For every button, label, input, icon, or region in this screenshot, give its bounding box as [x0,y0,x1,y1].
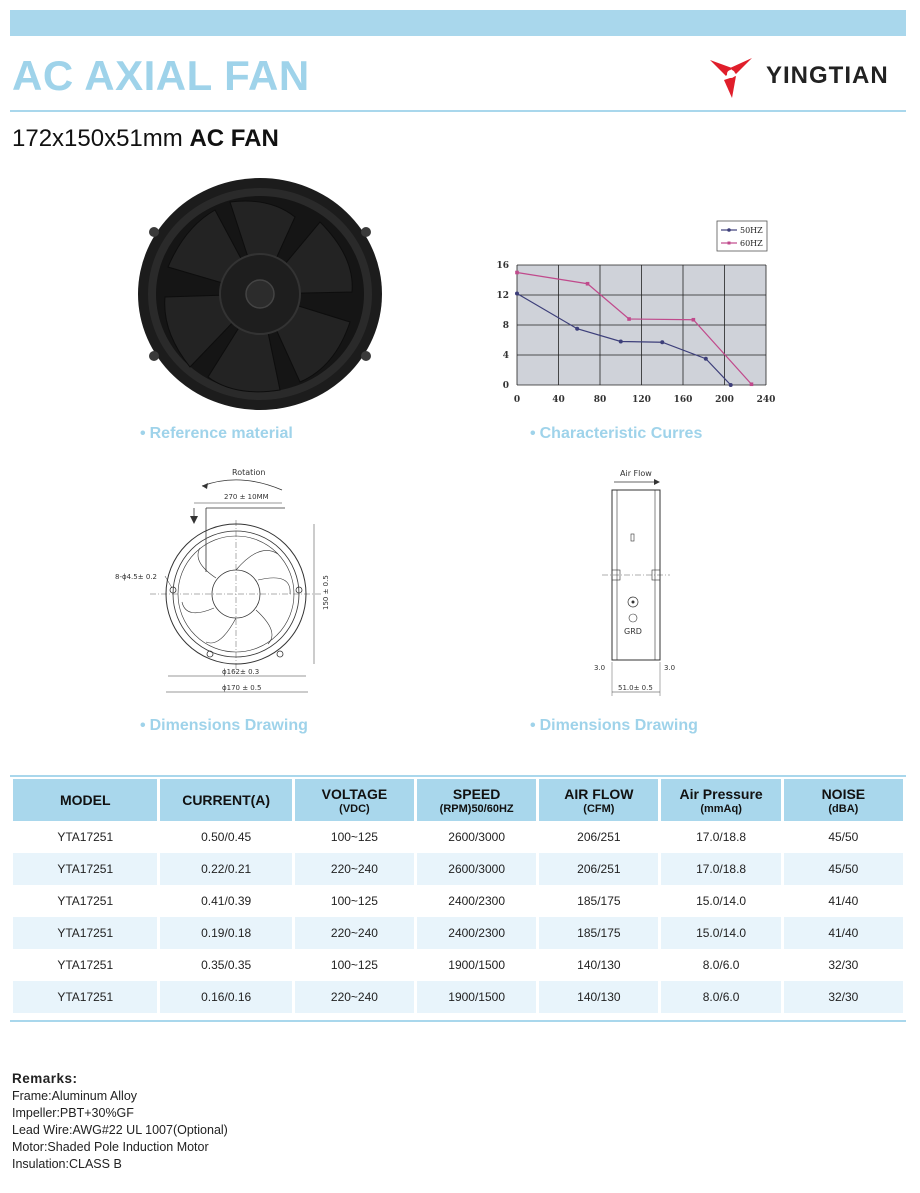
caption-curves: • Characteristic Curres [530,425,703,442]
remark-line: Lead Wire:AWG#22 UL 1007(Optional) [12,1123,228,1137]
table-cell: 0.35/0.35 [201,958,252,972]
y-tick-label: 0 [502,381,509,391]
legend-marker-50hz [727,228,731,232]
lead-length-label: 270 ± 10MM [224,493,269,501]
table-cell: 2600/3000 [448,830,506,844]
table-cell: 0.50/0.45 [201,830,252,844]
data-point-60hz [750,382,754,386]
column-header-label: SPEED [452,785,501,802]
remarks-section [12,1070,228,1173]
table-cell: YTA17251 [57,830,114,844]
column-header [661,779,780,821]
caption-reference-text: Reference material [149,425,293,442]
airflow-arrow-icon [654,479,660,485]
characteristic-curve-chart [485,218,790,418]
airflow-label: Air Flow [620,469,652,478]
legend-label-60hz: 60HZ [740,239,763,248]
remark-line: Insulation:CLASS B [12,1157,122,1171]
x-tick-label: 0 [513,395,521,405]
table-row [13,821,903,853]
table-cell: 0.16/0.16 [160,981,291,1013]
table-cell: 8.0/6.0 [702,958,740,972]
y-tick-label: 12 [496,291,509,301]
table-cell: YTA17251 [13,917,157,949]
table-cell: 220~240 [295,853,414,885]
data-point-60hz [692,318,696,322]
table-cell: 32/30 [784,981,903,1013]
remarks-list [12,1088,228,1173]
rotation-arrow-icon [202,480,282,490]
brand-name: YINGTIAN [766,62,889,89]
rotation-label: Rotation [232,468,266,477]
spec-table [10,779,906,1013]
y-tick-label: 16 [496,261,509,271]
depth-dim-label: 51.0± 0.5 [618,684,653,692]
page-title: AC AXIAL FAN [12,52,310,99]
data-point-50hz [619,340,623,344]
header-divider [10,110,906,112]
right-dim-label: 3.0 [664,664,676,672]
table-cell: 185/175 [577,894,621,908]
table-cell: 1900/1500 [448,958,506,972]
legend-label-50hz: 50HZ [740,226,763,235]
table-row [13,853,903,885]
table-cell: 100~125 [330,830,378,844]
legend-marker-60hz [728,242,731,245]
x-tick-label: 80 [593,395,607,405]
data-point-50hz [660,340,664,344]
table-cell: 220~240 [295,981,414,1013]
caption-reference: • Reference material [140,425,293,442]
remark-line: Impeller:PBT+30%GF [12,1106,134,1120]
brand-logo [706,52,906,100]
grd-label: GRD [624,627,642,636]
top-banner [10,10,906,36]
table-bottom-divider [10,1020,906,1022]
column-header-unit: (VDC) [339,802,370,815]
remarks-title: Remarks: [12,1071,78,1086]
table-cell: 2400/2300 [417,917,536,949]
height-dim-label: 150 ± 0.5 [322,575,330,610]
spec-table-header [13,779,903,821]
y-tick-label: 4 [502,351,509,361]
caption-dim-front-text: Dimensions Drawing [149,717,308,734]
caption-curves-text: Characteristic Curres [539,425,703,442]
column-header-label: Air Pressure [679,785,763,802]
table-cell: 206/251 [577,830,621,844]
table-cell: 15.0/14.0 [661,917,780,949]
table-row [13,981,903,1013]
table-cell: 220~240 [295,917,414,949]
y-tick-label: 8 [502,321,509,331]
yingtian-logo-icon [706,52,756,100]
x-tick-label: 160 [673,395,693,405]
table-cell: 41/40 [828,894,859,908]
table-cell: 0.19/0.18 [160,917,291,949]
column-header-label: VOLTAGE [321,785,388,802]
column-header-unit: (mmAq) [700,802,742,815]
caption-dim-side-text: Dimensions Drawing [539,717,698,734]
table-top-divider [10,775,906,777]
ground-icon [629,614,637,622]
table-cell: 206/251 [539,853,658,885]
column-header [784,779,903,821]
table-cell: 140/130 [577,958,621,972]
data-point-60hz [627,317,631,321]
table-cell: 1900/1500 [417,981,536,1013]
table-cell: 41/40 [784,917,903,949]
column-header-label: NOISE [821,785,866,802]
data-point-60hz [586,282,590,286]
table-cell: 100~125 [330,894,378,908]
table-cell: 0.22/0.21 [160,853,291,885]
table-cell: 100~125 [330,958,378,972]
table-row [13,917,903,949]
data-point-60hz [515,271,519,275]
remark-line: Motor:Shaded Pole Induction Motor [12,1140,209,1154]
column-header-unit: (dBA) [828,802,859,815]
hole-spec-label: 8-ϕ4.5± 0.2 [115,573,157,581]
table-cell: 2400/2300 [448,894,506,908]
side-dimension-drawing [580,462,700,702]
front-dimension-drawing [110,462,350,702]
remark-line: Frame:Aluminum Alloy [12,1089,138,1103]
product-subtitle [12,125,279,153]
subtitle-size: 172x150x51mm [12,125,183,152]
x-tick-label: 200 [715,395,734,405]
chart-legend [717,221,767,251]
column-header-label: AIR FLOW [564,785,634,802]
column-header-label: MODEL [59,792,111,808]
table-cell: 32/30 [828,958,859,972]
fan-photo [130,172,390,417]
left-dim-label: 3.0 [594,664,606,672]
table-row [13,885,903,917]
column-header [539,779,658,821]
table-cell: 2600/3000 [417,853,536,885]
data-point-50hz [575,327,579,331]
spec-table-body [13,821,903,1013]
column-header [295,779,414,821]
x-tick-label: 120 [632,395,651,405]
table-cell: 8.0/6.0 [661,981,780,1013]
table-cell: 17.0/18.8 [661,853,780,885]
subtitle-type: AC FAN [189,125,279,152]
column-header-unit: (RPM)50/60HZ [439,802,514,815]
data-point-50hz [515,292,519,296]
table-cell: 45/50 [828,830,859,844]
diameter-inner-label: ϕ162± 0.3 [222,668,260,676]
table-cell: 140/130 [539,981,658,1013]
caption-dim-front: • Dimensions Drawing [140,717,308,734]
table-cell: YTA17251 [13,981,157,1013]
column-header [160,779,291,821]
table-row [13,949,903,981]
table-cell: YTA17251 [57,958,114,972]
table-cell: YTA17251 [13,853,157,885]
column-header-label: CURRENT(A) [182,792,271,808]
column-header [13,779,157,821]
x-tick-label: 40 [552,395,565,405]
table-cell: 17.0/18.8 [696,830,747,844]
data-point-50hz [729,383,733,387]
column-header-unit: (CFM) [583,802,615,815]
data-point-50hz [704,357,708,361]
table-cell: 0.41/0.39 [201,894,252,908]
table-cell: 185/175 [539,917,658,949]
table-cell: 45/50 [784,853,903,885]
table-cell: 15.0/14.0 [696,894,747,908]
x-tick-label: 240 [756,395,776,405]
table-cell: YTA17251 [57,894,114,908]
diameter-outer-label: ϕ170 ± 0.5 [222,684,262,692]
caption-dim-side: • Dimensions Drawing [530,717,698,734]
column-header [417,779,536,821]
